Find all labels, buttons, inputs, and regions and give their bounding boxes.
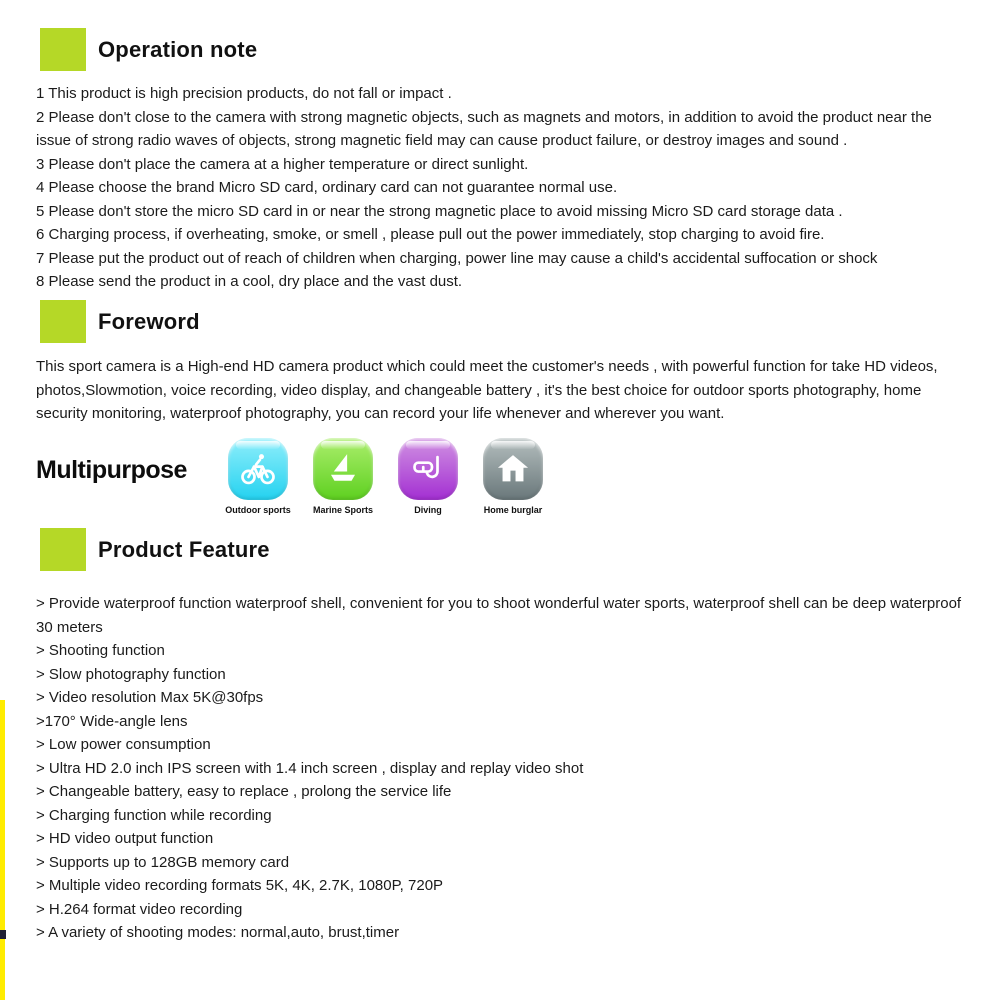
list-item: > Charging function while recording <box>36 806 272 824</box>
list-item: > Provide waterproof function waterproof shell, convenient for you to shoot wonderful water sports, waterproof shell can be deep waterproof 30 meters <box>36 595 962 636</box>
page-edge-strip <box>0 700 5 1000</box>
product-feature-list <box>36 592 968 945</box>
list-item: > Multiple video recording formats 5K, 4K, 2.7K, 1080P, 720P <box>36 877 444 894</box>
icon-caption: Home burglar <box>483 505 543 515</box>
list-item: 2 Please don't close to the camera with strong magnetic objects, such as magnets and motors, in addition to avoid the product near the issue of strong radio waves of objects, strong magnetic field may can cause product failure, or destroy images and sound . <box>36 108 932 149</box>
section-title-product-feature: Product Feature <box>98 536 270 562</box>
multipurpose-section <box>36 438 966 522</box>
house-icon <box>483 438 543 500</box>
multipurpose-tile-outdoor-sports <box>222 438 294 515</box>
list-item: 8 Please send the product in a cool, dry place and the vast dust. <box>36 273 463 290</box>
list-item: > Slow photography function <box>36 665 226 683</box>
list-item: 1 This product is high precision products, do not fall or impact . <box>36 85 452 102</box>
multipurpose-icon-strip <box>222 438 549 515</box>
multipurpose-tile-diving <box>392 438 464 515</box>
icon-caption: Outdoor sports <box>225 505 291 515</box>
list-item: > H.264 format video recording <box>36 900 243 918</box>
bicycle-icon <box>228 438 288 500</box>
sailboat-icon <box>313 438 373 500</box>
section-title-operation-note: Operation note <box>98 36 258 62</box>
operation-note-heading <box>40 28 257 71</box>
diving-mask-icon <box>398 438 458 500</box>
heading-square-icon <box>40 28 86 71</box>
list-item: > A variety of shooting modes: normal,auto, brust,timer <box>36 924 400 941</box>
list-item: 4 Please choose the brand Micro SD card, ordinary card can not guarantee normal use. <box>36 179 618 196</box>
heading-square-icon <box>40 528 86 571</box>
section-title-foreword: Foreword <box>98 308 200 334</box>
list-item: 6 Charging process, if overheating, smoke, or smell , please pull out the power immediately, stop charging to avoid fire. <box>36 226 825 243</box>
list-item: > Video resolution Max 5K@30fps <box>36 689 264 706</box>
list-item: > Shooting function <box>36 642 165 659</box>
list-item: > Supports up to 128GB memory card <box>36 853 290 871</box>
list-item: > Changeable battery, easy to replace , prolong the service life <box>36 783 452 800</box>
list-item: > HD video output function <box>36 830 214 847</box>
multipurpose-tile-marine-sports <box>307 438 379 515</box>
icon-caption: Marine Sports <box>312 505 373 515</box>
list-item: > Low power consumption <box>36 736 211 753</box>
list-item: 7 Please put the product out of reach of children when charging, power line may cause a child's accidental suffocation or shock <box>36 249 878 267</box>
heading-square-icon <box>40 300 86 343</box>
multipurpose-label: Multipurpose <box>36 456 187 484</box>
page-edge-mark <box>0 930 6 939</box>
multipurpose-tile-home-burglar <box>477 438 549 515</box>
foreword-paragraph: This sport camera is a High-end HD camera product which could meet the customer's needs , with powerful function for take HD videos, photos,Slowmotion, voice recording, video display, and changeable battery , it's the best choice for outdoor sports photography, home security monitoring, waterproof photography, you can record your life whenever and wherever you want. <box>36 358 938 422</box>
list-item: >170° Wide-angle lens <box>36 712 188 730</box>
operation-note-list <box>36 82 968 294</box>
list-item: 5 Please don't store the micro SD card in or near the strong magnetic place to avoid missing Micro SD card storage data . <box>36 202 843 220</box>
icon-caption: Diving <box>414 505 442 515</box>
list-item: > Ultra HD 2.0 inch IPS screen with 1.4 inch screen , display and replay video shot <box>36 759 584 777</box>
list-item: 3 Please don't place the camera at a higher temperature or direct sunlight. <box>36 155 529 173</box>
product-feature-heading <box>40 528 270 571</box>
foreword-heading <box>40 300 200 343</box>
